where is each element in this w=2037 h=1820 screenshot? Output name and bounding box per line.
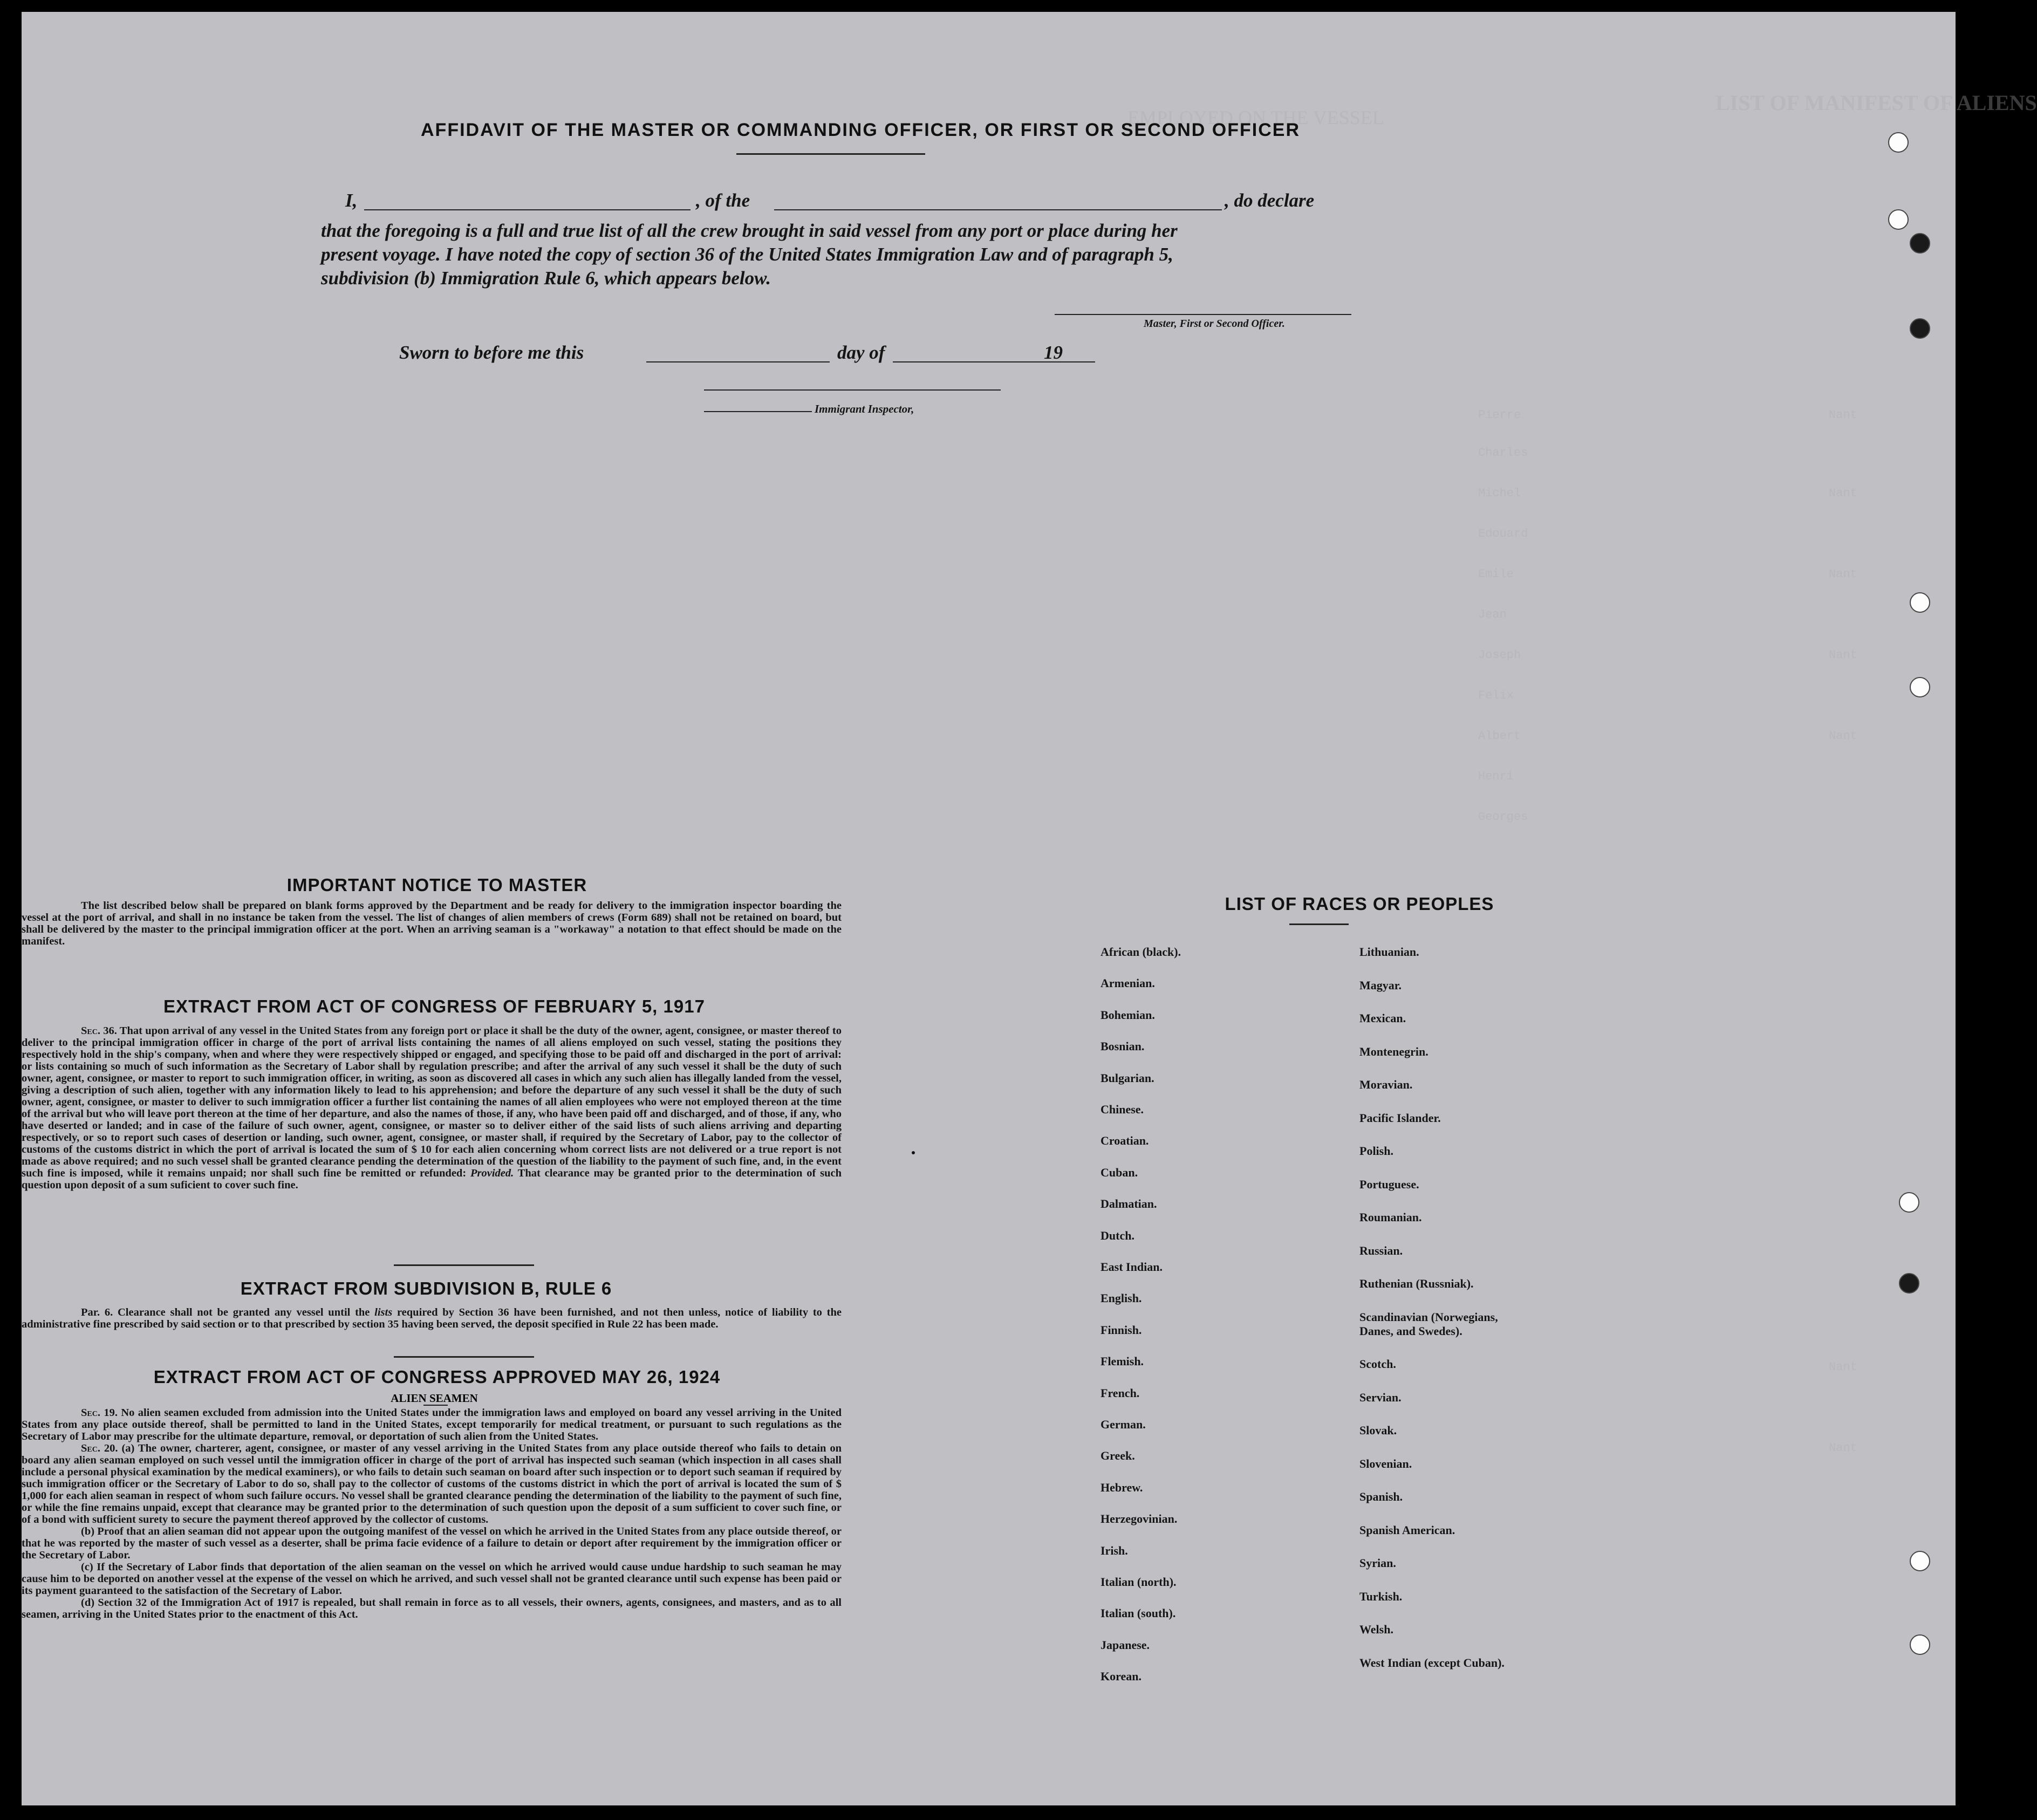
race-item: Portuguese. <box>1359 1177 1419 1191</box>
binder-hole <box>1910 677 1930 697</box>
affidavit-line-3: present voyage. I have noted the copy of section 36 of the United States Immigration Law and of paragraph 5, <box>321 244 1173 265</box>
rule-6-rule <box>394 1356 534 1358</box>
manifest-page <box>22 12 2037 1805</box>
sec-20c-text: (c) If the Secretary of Labor finds that deportation of the alien seaman on the vessel on which he arrived would cause undue hardship to such seaman he may cause him to be deported on another vessel at the expense of the vessel on which he arrived, and such vessel shall not be granted clearance until such expense has been paid or its payment guaranteed to the satisfaction of the Secretary of Labor. <box>22 1561 842 1597</box>
race-item: Dutch. <box>1100 1228 1134 1242</box>
binder-hole <box>1910 318 1930 339</box>
binder-hole <box>1899 1192 1919 1213</box>
race-item: West Indian (except Cuban). <box>1359 1655 1505 1670</box>
sworn-day-blank[interactable] <box>646 361 830 362</box>
race-item: Korean. <box>1100 1670 1141 1684</box>
affidavit-line-2: that the foregoing is a full and true list of all the crew brought in said vessel from any port or place during her <box>321 220 1178 241</box>
affidavit-line-4: subdivision (b) Immigration Rule 6, which appears below. <box>321 268 771 289</box>
race-item: Herzegovinian. <box>1100 1512 1178 1526</box>
race-item: Polish. <box>1359 1144 1393 1158</box>
provided-word: Provided. <box>470 1167 514 1179</box>
race-item: Pacific Islander. <box>1359 1111 1441 1125</box>
race-item: Armenian. <box>1100 976 1155 990</box>
sec-20-label: Sec. 20. <box>81 1442 118 1454</box>
race-item: Montenegrin. <box>1359 1044 1428 1058</box>
sec-36-end: That clearance may be granted prior to the determination of such question upon deposit of a sum suficient to cover such fine. <box>22 1167 842 1191</box>
race-item: Dalmatian. <box>1100 1197 1157 1211</box>
sworn-year-blank[interactable] <box>1068 361 1095 362</box>
inspector-signature-line-2[interactable] <box>704 411 812 412</box>
race-item: African (black). <box>1100 945 1181 959</box>
sec-19-label: Sec. 19. <box>81 1407 118 1419</box>
race-item: Cuban. <box>1100 1165 1138 1179</box>
races-left-list <box>1100 945 1316 1711</box>
race-item: Finnish. <box>1100 1323 1142 1337</box>
par-6-label: Par. 6. <box>81 1306 113 1318</box>
races-right-list <box>1359 945 1662 1711</box>
race-item: Flemish. <box>1100 1354 1144 1369</box>
race-item: Japanese. <box>1100 1638 1150 1652</box>
affidavit-title-rule <box>736 153 925 155</box>
extract-1924-title: EXTRACT FROM ACT OF CONGRESS APPROVED MAY 26, 1924 <box>153 1367 721 1387</box>
notice-title: IMPORTANT NOTICE TO MASTER <box>286 875 587 895</box>
race-item: Greek. <box>1100 1449 1135 1463</box>
race-item: Servian. <box>1359 1390 1402 1404</box>
race-item: Roumanian. <box>1359 1210 1422 1224</box>
race-item: Bulgarian. <box>1100 1071 1154 1085</box>
extract-1924-text <box>22 1407 842 1620</box>
inspector-signature-line[interactable] <box>704 389 1001 391</box>
sec-36-body: That upon arrival of any vessel in the United States from any foreign port or place it shall be the duty of the owner, agent, consignee, or master thereof to deliver to the principal immigration officer in charge of the port of arrival lists containing the names of all aliens employed on such vessel, stating the positions they respectively hold in the ship's company, when and where they were respectively shipped or engaged, and specifying those to be paid off and discharged in the port of arrival: or lists containing so much of such information as the Secretary of Labor shall by regulation prescribe; and after the arrival of any such vessel it shall be the duty of such owner, agent, consignee, or master to report to such immigration officer, in writing, as soon as discovered all cases in which any such alien has illegally landed from the vessel, giving a description of such alien, together with any information likely to lead to his apprehension; and before the departure of any such vessel it shall be the duty of such owner, agent, consignee, or master to deliver to such immigration officer a further list containing the names of all alien employees who were not employed thereon at the time of the arrival but who will leave port thereon at the time of her departure, and also the names of those, if any, who have been paid off and discharged, and of those, if any, who have deserted or landed; and in case of the failure of such owner, agent, consignee, or master so to deliver either of the said lists of such aliens arriving and departing respectively, or so to report such cases of desertion or landing, such owner, agent, consignee, or master shall, if required by the Secretary of Labor, pay to the collector of customs of the customs district in which the port of arrival is located the sum of $ 10 for each alien concerning whom correct lists are not delivered or a true report is not made as above required; and no such vessel shall be granted clearance pending the determination of the question of the liability to the payment of such fine, and, in the event such fine is imposed, while it remains unpaid; nor shall such fine be remitted or refunded: <box>22 1025 842 1179</box>
sworn-before: Sworn to before me this <box>399 342 584 363</box>
race-item: Spanish American. <box>1359 1523 1455 1537</box>
inspector-label: Immigrant Inspector, <box>815 402 914 415</box>
race-item: Lithuanian. <box>1359 945 1419 959</box>
legal-text-column <box>22 875 852 1711</box>
affidavit-line-1 <box>334 190 1386 217</box>
race-item: Bosnian. <box>1100 1039 1145 1053</box>
binder-hole <box>1910 233 1930 254</box>
affidavit-title: AFFIDAVIT OF THE MASTER OR COMMANDING OFFICER, OR FIRST OR SECOND OFFICER <box>421 120 1300 140</box>
sec-20a-text: (a) The owner, charterer, agent, consignee, or master of any vessel arriving in the United States from any place outside thereof who fails to detain on board any alien seaman employed on such vessel until the immigration officer in charge of the port of arrival has inspected such seaman (which inspection in all cases shall include a personal physical examination by the medical examiners), or who fails to detain such seaman on board after such inspection or to deport such seaman if required by such immigration officer or the Secretary of Labor to do so, shall pay to the collector of customs of the customs district in which the port of arrival is located the sum of $ 1,000 for each alien seaman in respect of whom such failure occurs. No vessel shall be granted clearance pending the determination of the liability to the payment of such fine, or while the fine remains unpaid, except that clearance may be granted prior to the determination of such question upon the deposit of a sum sufficient to cover such fine, or of a bond with sufficient surety to secure the payment thereof approved by the collector of customs. <box>22 1442 842 1525</box>
rule-6-title: EXTRACT FROM SUBDIVISION B, RULE 6 <box>240 1278 612 1298</box>
rule-6-text-b: required by Section 36 have been furnished, and not then unless, notice of liability to the administrative fine prescribed by said section or to that prescribed by section 35 having been served, the deposit specified in Rule 22 has been made. <box>22 1306 842 1330</box>
lists-word: lists <box>374 1306 393 1318</box>
binder-hole <box>1910 592 1930 613</box>
race-item: Bohemian. <box>1100 1008 1155 1022</box>
rule-6-text-a: Clearance shall not be granted any vessel until the <box>117 1306 370 1318</box>
sec-20d-text: (d) Section 32 of the Immigration Act of 1917 is repealed, but shall remain in force as to all vessels, their owners, agents, consignees, and masters, and as to all seamen, arriving in the United States prior to the enactment of this Act. <box>22 1597 842 1620</box>
extract-1917-rule <box>394 1264 534 1266</box>
affidavit-do-declare: , do declare <box>1225 190 1315 211</box>
race-item: Irish. <box>1100 1543 1128 1557</box>
affidavit-i: I, <box>345 190 358 211</box>
race-item: Ruthenian (Russniak). <box>1359 1277 1474 1290</box>
stray-mark <box>912 1151 915 1154</box>
race-item: Moravian. <box>1359 1078 1413 1091</box>
race-item: Slovak. <box>1359 1424 1397 1437</box>
races-title-rule <box>1289 923 1349 925</box>
vessel-blank-line[interactable] <box>774 209 1222 210</box>
sec-19-text: No alien seamen excluded from admission into the United States under the immigration laws and employed on board any vessel arriving in the United States from any place outside thereof, shall be permitted to land in the United States, except temporarily for medical treatment, or pursuant to such regulations as the Secretary of Labor may prescribe for the ultimate departure, removal, or deportation of such alien from the United States. <box>22 1407 842 1442</box>
notice-text: The list described below shall be prepared on blank forms approved by the Department and be ready for delivery to the immigration inspector boarding the vessel at the port of arrival, and shall in no instance be taken from the vessel. The list of changes of alien members of crews (Form 689) shall not be retained on board, but shall be delivered by the master to the principal immigration officer at the port. When an arriving seaman is a "workaway" a notation to that effect should be made on the manifest. <box>22 900 842 947</box>
race-item: Scotch. <box>1359 1357 1396 1371</box>
race-item: Italian (north). <box>1100 1575 1177 1589</box>
master-signature-line[interactable] <box>1055 314 1351 315</box>
race-item: French. <box>1100 1386 1140 1400</box>
race-item: Spanish. <box>1359 1490 1403 1503</box>
race-item: East Indian. <box>1100 1260 1163 1274</box>
master-signature-label: Master, First or Second Officer. <box>1144 318 1285 330</box>
race-item: Scandinavian (Norwegians, Danes, and Swedes). <box>1359 1310 1498 1338</box>
rule-6-text <box>22 1306 842 1330</box>
race-item: German. <box>1100 1418 1146 1431</box>
year-prefix: 19 <box>1044 342 1063 363</box>
extract-1917-title: EXTRACT FROM ACT OF CONGRESS OF FEBRUARY 5, 1917 <box>163 996 705 1016</box>
sec-20b-text: (b) Proof that an alien seaman did not appear upon the outgoing manifest of the vessel on which he arrived in the United States from any place outside thereof, or that he was reported by the master of such vessel as a deserter, shall be prima facie evidence of a failure to detain or deport after requirement by the immigration officer or the Secretary of Labor. <box>22 1525 842 1561</box>
alien-seamen-subtitle: ALIEN SEAMEN <box>391 1392 478 1405</box>
binder-hole <box>1910 1634 1930 1655</box>
binder-hole <box>1888 132 1909 153</box>
race-item: Italian (south). <box>1100 1606 1176 1620</box>
affidavit-of-the: , of the <box>696 190 750 211</box>
race-item: Welsh. <box>1359 1623 1393 1636</box>
race-item: English. <box>1100 1291 1142 1305</box>
race-item: Hebrew. <box>1100 1480 1143 1494</box>
race-item: Croatian. <box>1100 1134 1149 1148</box>
alien-seamen-rule <box>423 1405 448 1406</box>
race-item: Syrian. <box>1359 1556 1396 1570</box>
binder-hole <box>1910 1551 1930 1571</box>
race-item: Chinese. <box>1100 1103 1144 1116</box>
name-blank-line[interactable] <box>364 209 691 210</box>
sec-36-label: Sec. 36. <box>81 1025 117 1037</box>
race-item: Russian. <box>1359 1243 1403 1257</box>
day-of: day of <box>837 342 885 363</box>
race-item: Slovenian. <box>1359 1456 1412 1470</box>
race-item: Mexican. <box>1359 1011 1406 1025</box>
race-item: Magyar. <box>1359 978 1402 992</box>
bleed-through-background: LIST OF MANIFEST OF ALIENS EMPLOYED ON THE VESSEL Pierre Charles Michel Edouard Emile Jean Joseph Felix Albert Henri Georges Nant Nant Nant Nant Nant Nant Nant <box>1127 91 2037 1455</box>
sworn-line <box>399 342 1154 369</box>
races-title: LIST OF RACES OR PEOPLES <box>1225 894 1494 914</box>
binder-hole <box>1888 209 1909 230</box>
race-item: Turkish. <box>1359 1589 1403 1603</box>
extract-1917-text <box>22 1025 842 1191</box>
binder-hole <box>1899 1273 1919 1294</box>
